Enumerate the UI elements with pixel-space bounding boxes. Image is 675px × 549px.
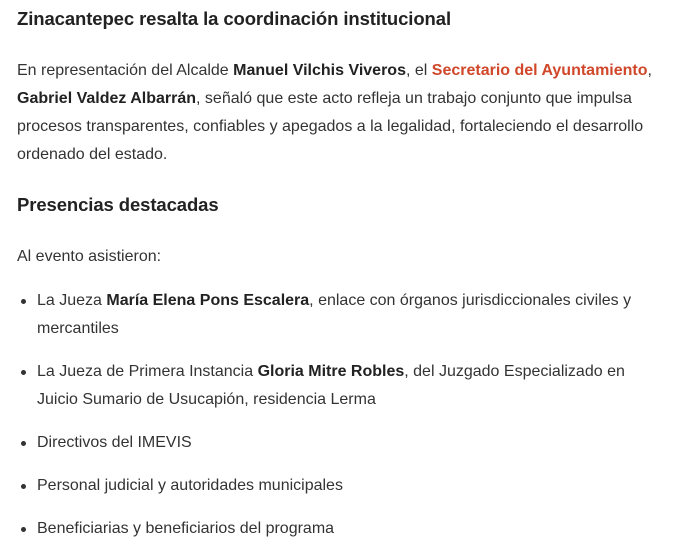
section-heading: Zinacantepec resalta la coordinación institucional xyxy=(17,8,451,29)
attendee-prefix: Beneficiarias y beneficiarios del programa xyxy=(37,520,335,537)
attendee-name: María Elena Pons Escalera xyxy=(106,292,310,309)
intro-paragraph xyxy=(17,57,657,169)
attendee-prefix: La Jueza de Primera Instancia xyxy=(37,363,258,380)
list-item xyxy=(17,472,637,500)
attendee-prefix: La Jueza xyxy=(37,292,107,309)
attendee-suffix: , del Juzgado Especializado en Juicio Sumario de Usucapión, residencia Lerma xyxy=(37,363,625,408)
bullet-icon xyxy=(21,441,26,446)
attendee-suffix: , enlace con órganos jurisdiccionales civiles y mercantiles xyxy=(37,292,632,337)
subsection-heading: Presencias destacadas xyxy=(17,194,219,215)
secretary-name: Gabriel Valdez Albarrán xyxy=(17,90,197,107)
attendee-list xyxy=(17,287,657,543)
intro-text-4: , señaló que este acto refleja un trabajo conjunto que impulsa procesos transparentes, confiables y apegados a la legalidad, fortaleciendo el desarrollo ordenado del estado. xyxy=(17,90,644,163)
list-item xyxy=(17,429,637,457)
attendance-intro: Al evento asistieron: xyxy=(17,248,162,265)
intro-text-3: , xyxy=(647,62,652,79)
mayor-name: Manuel Vilchis Viveros xyxy=(233,62,406,79)
attendee-prefix: Personal judicial y autoridades municipales xyxy=(37,477,343,494)
bullet-icon xyxy=(21,484,26,489)
bullet-icon xyxy=(21,299,26,304)
attendee-name: Gloria Mitre Robles xyxy=(257,363,405,380)
bullet-icon xyxy=(21,370,26,375)
attendee-prefix: Directivos del IMEVIS xyxy=(37,434,192,451)
bullet-icon xyxy=(21,527,26,532)
list-item xyxy=(17,515,637,543)
intro-text-2: , el xyxy=(405,62,432,79)
secretary-role-link[interactable]: Secretario del Ayuntamiento xyxy=(431,62,648,79)
list-item xyxy=(17,358,637,414)
list-item xyxy=(17,287,637,343)
intro-text-1: En representación del Alcalde xyxy=(17,62,234,79)
